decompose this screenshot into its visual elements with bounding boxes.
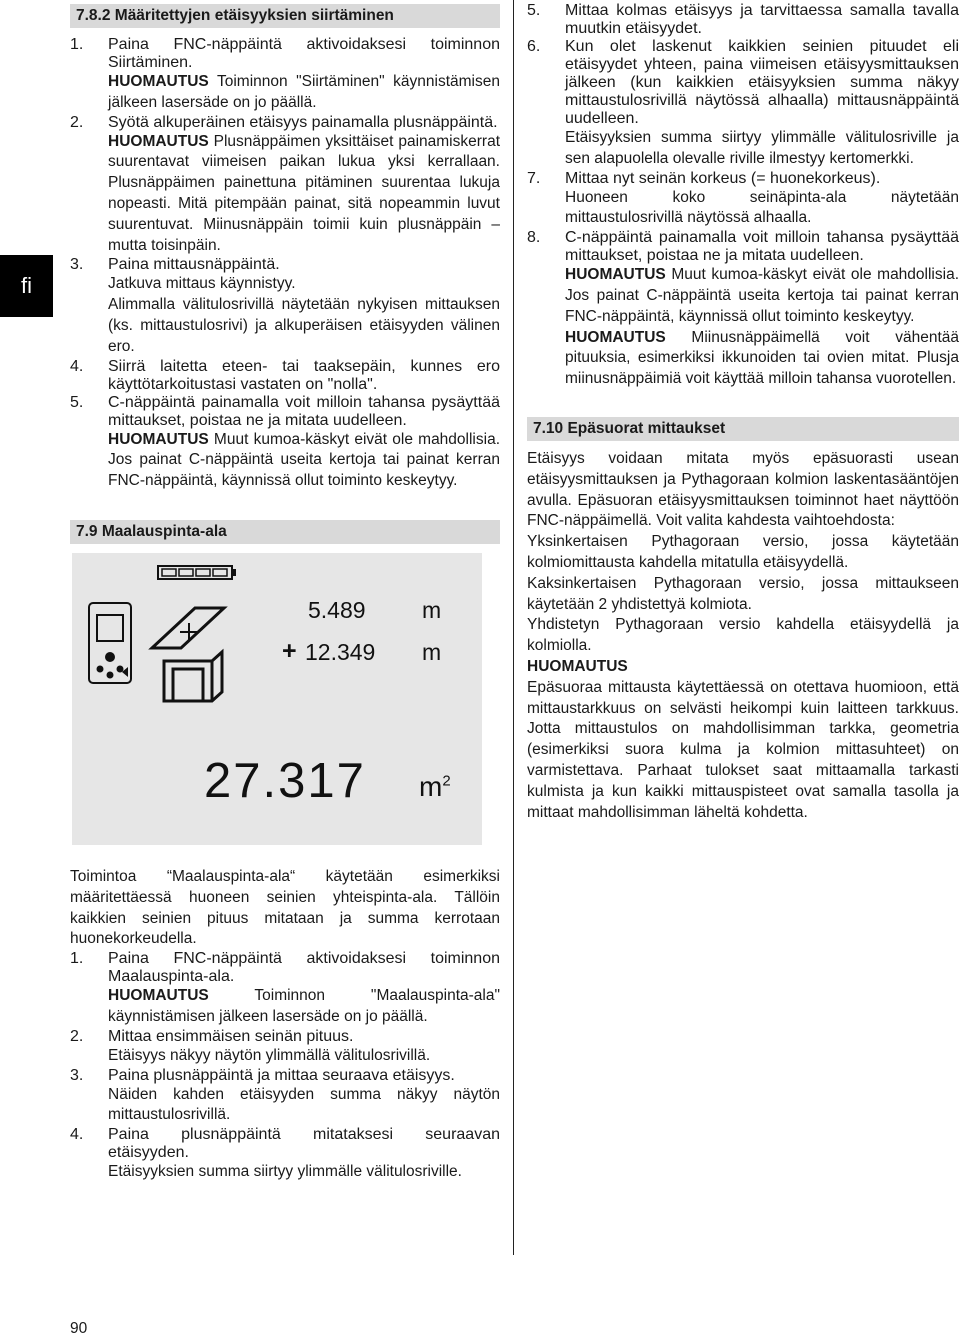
item-subtext: Etäisyyksien summa siirtyy ylimmälle välitulosriville.	[108, 1163, 462, 1181]
note-text: Muut kumoa-käskyt eivät ole mahdollisia. Jos painat C-näppäintä useita kertoja tai painat kerran FNC-näppäintä, käynnissä ollut toiminto keskeytyy.	[108, 430, 500, 490]
section-heading-7-10: 7.10 Epäsuorat mittaukset	[527, 417, 959, 441]
note	[527, 265, 959, 327]
note-label: HUOMAUTUS	[108, 430, 209, 448]
item-number: 4.	[70, 357, 84, 375]
item-text: Mittaa ensimmäisen seinän pituus.	[108, 1027, 354, 1045]
list-item	[70, 1028, 500, 1046]
item-number: 3.	[70, 256, 84, 274]
page-number: 90	[70, 1320, 88, 1337]
paragraph: Yksinkertaisen Pythagoraan versio, jossa käytetään kolmiomittausta kahdella mitatulla etäisyydellä.	[527, 533, 959, 571]
item-text: C-näppäintä painamalla voit milloin tahansa pysäyttää mittaukset, poistaa ne ja mitata uudelleen.	[108, 393, 500, 429]
note-label: HUOMAUTUS	[108, 132, 209, 150]
left-column	[70, 0, 500, 1183]
section-heading-7-8-2: 7.8.2 Määritettyjen etäisyyksien siirtäminen	[70, 4, 500, 28]
item-text: Syötä alkuperäinen etäisyys painamalla plusnäppäintä.	[108, 113, 498, 131]
list-item	[70, 1067, 500, 1085]
list-item	[70, 950, 500, 986]
upper-unit: m	[422, 596, 442, 623]
item-number: 1.	[70, 36, 84, 53]
battery-icon	[158, 566, 236, 579]
list-item	[70, 1126, 500, 1162]
list-item	[527, 38, 959, 128]
item-subtext: Näiden kahden etäisyyden summa näkyy näytön mittaustulosrivillä.	[108, 1085, 500, 1124]
note	[70, 72, 500, 114]
note-paragraph: Epäsuoraa mittausta käytettäessä on otettava huomioon, että mittaustarkkuus on selvästi heikompi kuin laitteen tarkkuus. Jotta mittaustulos on mahdollisimman tarkka, geometria (esimerkiksi suora kulma ja kolmion mittasuhteet) on varmistettava. Parhaat tulokset saat mittaamalla tarkasti kulmista ja kun kaikki mittauspisteet ovat samalla tasolla ja mittaat mahdollisimman läheltä kohdetta.	[527, 678, 959, 821]
list-item	[70, 358, 500, 394]
note	[70, 430, 500, 492]
middle-unit: m	[422, 638, 442, 665]
result-value: 27.317	[204, 753, 366, 808]
note-label: HUOMAUTUS	[108, 987, 209, 1005]
list-item	[70, 394, 500, 430]
note	[70, 986, 500, 1028]
list-item	[70, 256, 500, 274]
item-text: C-näppäintä painamalla voit milloin tahansa pysäyttää mittaukset, poistaa ne ja mitata uudelleen.	[565, 229, 959, 265]
item-subtext: Etäisyys näkyy näytön ylimmällä välitulosrivillä.	[108, 1046, 431, 1064]
language-tab: fi	[0, 255, 53, 317]
item-number: 4.	[70, 1126, 84, 1144]
upper-value: 5.489	[308, 596, 366, 623]
item-text: Mittaa nyt seinän korkeus (= huonekorkeus).	[565, 169, 881, 187]
item-subtext: Jatkuva mittaus käynnistyy.	[108, 275, 296, 293]
note-label: HUOMAUTUS	[565, 266, 666, 284]
wall-area-icon	[152, 608, 224, 701]
item-number: 2.	[70, 113, 84, 131]
item-number: 5.	[70, 393, 84, 411]
note-heading: HUOMAUTUS	[527, 657, 628, 675]
middle-value: 12.349	[305, 638, 376, 665]
column-divider	[513, 0, 514, 1255]
note-text: Toiminnon "Siirtäminen" käynnistämisen jälkeen lasersäde on jo päällä.	[108, 73, 500, 111]
note-text: Plusnäppäimen yksittäiset painamiskerrat suurentavat viimeisen paikan lukua yksi kerrallaan. Plusnäppäimen painettuna pitäminen suurentaa lukuja nopeasti. Mitä pitempään painat, sitä nopeammin luvut suurentuvat. Miinusnäppäin toimii kuin plusnäppäin – mutta toisinpäin.	[108, 132, 500, 254]
item-number: 7.	[527, 169, 541, 187]
note-label: HUOMAUTUS	[565, 328, 666, 346]
item-text: Paina FNC-näppäintä aktivoidaksesi toiminnon Maalauspinta-ala.	[108, 950, 500, 986]
item-text: Paina plusnäppäintä mitataksesi seuraavan etäisyyden.	[108, 1126, 500, 1162]
paragraph: Etäisyys voidaan mitata myös epäsuorasti usean etäisyysmittauksen ja Pythagoraan kolmion laskentasääntöjen avulla. Epäsuoran etäisyysmittauksen toiminnot haet näyttöön FNC-näppäimellä. Voit valita kahdesta vaihtoehdosta:	[527, 449, 959, 530]
item-text: Kun olet laskenut kaikkien seinien pituudet eli etäisyydet yhteen, paina viimeisen etäisyysmittauksen jälkeen (kun kaikkien etäisyyksien summa näkyy mittaustulosrivillä näytössä alhaalla) mittausnäppäintä uudelleen.	[565, 38, 959, 127]
note-text: Miinusnäppäimellä voit vähentää pituuksia, esimerkiksi ikkunoiden tai ovien mitat. Plusja miinusnäppäimiä voit käyttää milloin tahansa vuorotellen.	[565, 328, 959, 388]
item-subtext: Huoneen koko seinäpinta-ala näytetään mittaustulosrivillä näytössä alhaalla.	[565, 188, 959, 227]
paragraph: Yhdistetyn Pythagoraan versio kahdella etäisyydellä ja kolmiolla.	[527, 616, 959, 655]
item-text: Paina plusnäppäintä ja mittaa seuraava etäisyys.	[108, 1066, 455, 1084]
item-subtext: Etäisyyksien summa siirtyy ylimmälle välitulosriville ja sen alapuolella olevalle riville ilmestyy kertomerkki.	[565, 129, 959, 167]
device-display-figure	[72, 553, 482, 845]
section-intro: Toimintoa “Maalauspinta-ala“ käytetään esimerkiksi määritettäessä huoneen seinien yhteispinta-ala. Tällöin kaikkien seinien pituus mitataan ja summa kerrotaan huonekorkeudella.	[70, 867, 500, 948]
list-item	[527, 229, 959, 265]
note	[70, 132, 500, 257]
item-text: Paina mittausnäppäintä.	[108, 256, 280, 274]
paragraph: Kaksinkertaisen Pythagoraan versio, jossa mittaukseen käytetään 2 yhdistettyä kolmiota.	[527, 574, 959, 613]
note-label: HUOMAUTUS	[108, 73, 209, 90]
note-text: Toiminnon "Maalauspinta-ala" käynnistämisen jälkeen lasersäde on jo päällä.	[108, 987, 500, 1025]
list-item	[527, 170, 959, 188]
item-text: Siirrä laitetta eteen- tai taaksepäin, kunnes ero käyttötarkoitustasi vastaten on "nolla".	[108, 357, 500, 393]
section-heading-7-9: 7.9 Maalauspinta-ala	[70, 520, 500, 544]
result-unit: $m^2$	[419, 770, 451, 802]
list-item	[70, 114, 500, 132]
item-number: 6.	[527, 38, 541, 55]
note	[527, 328, 959, 390]
item-number: 8.	[527, 229, 541, 247]
item-number: 5.	[527, 2, 541, 19]
item-subtext: Alimmalla välitulosrivillä näytetään nykyisen mittauksen (ks. mittaustulosrivi) ja alkuperäisen etäisyyden välinen ero.	[108, 296, 500, 355]
item-text: Paina FNC-näppäintä aktivoidaksesi toiminnon Siirtäminen.	[108, 36, 500, 71]
right-column	[527, 0, 959, 823]
item-text: Mittaa kolmas etäisyys ja tarvittaessa samalla tavalla muutkin etäisyydet.	[565, 2, 959, 37]
list-item	[527, 2, 959, 38]
plus-sign: +	[282, 636, 297, 665]
item-number: 1.	[70, 950, 84, 968]
list-item	[70, 36, 500, 72]
item-number: 3.	[70, 1066, 84, 1084]
item-number: 2.	[70, 1027, 84, 1045]
note-text: Muut kumoa-käskyt eivät ole mahdollisia. Jos painat C-näppäintä useita kertoja tai painat kerran FNC-näppäintä, käynnissä ollut toiminto keskeytyy.	[565, 266, 959, 325]
